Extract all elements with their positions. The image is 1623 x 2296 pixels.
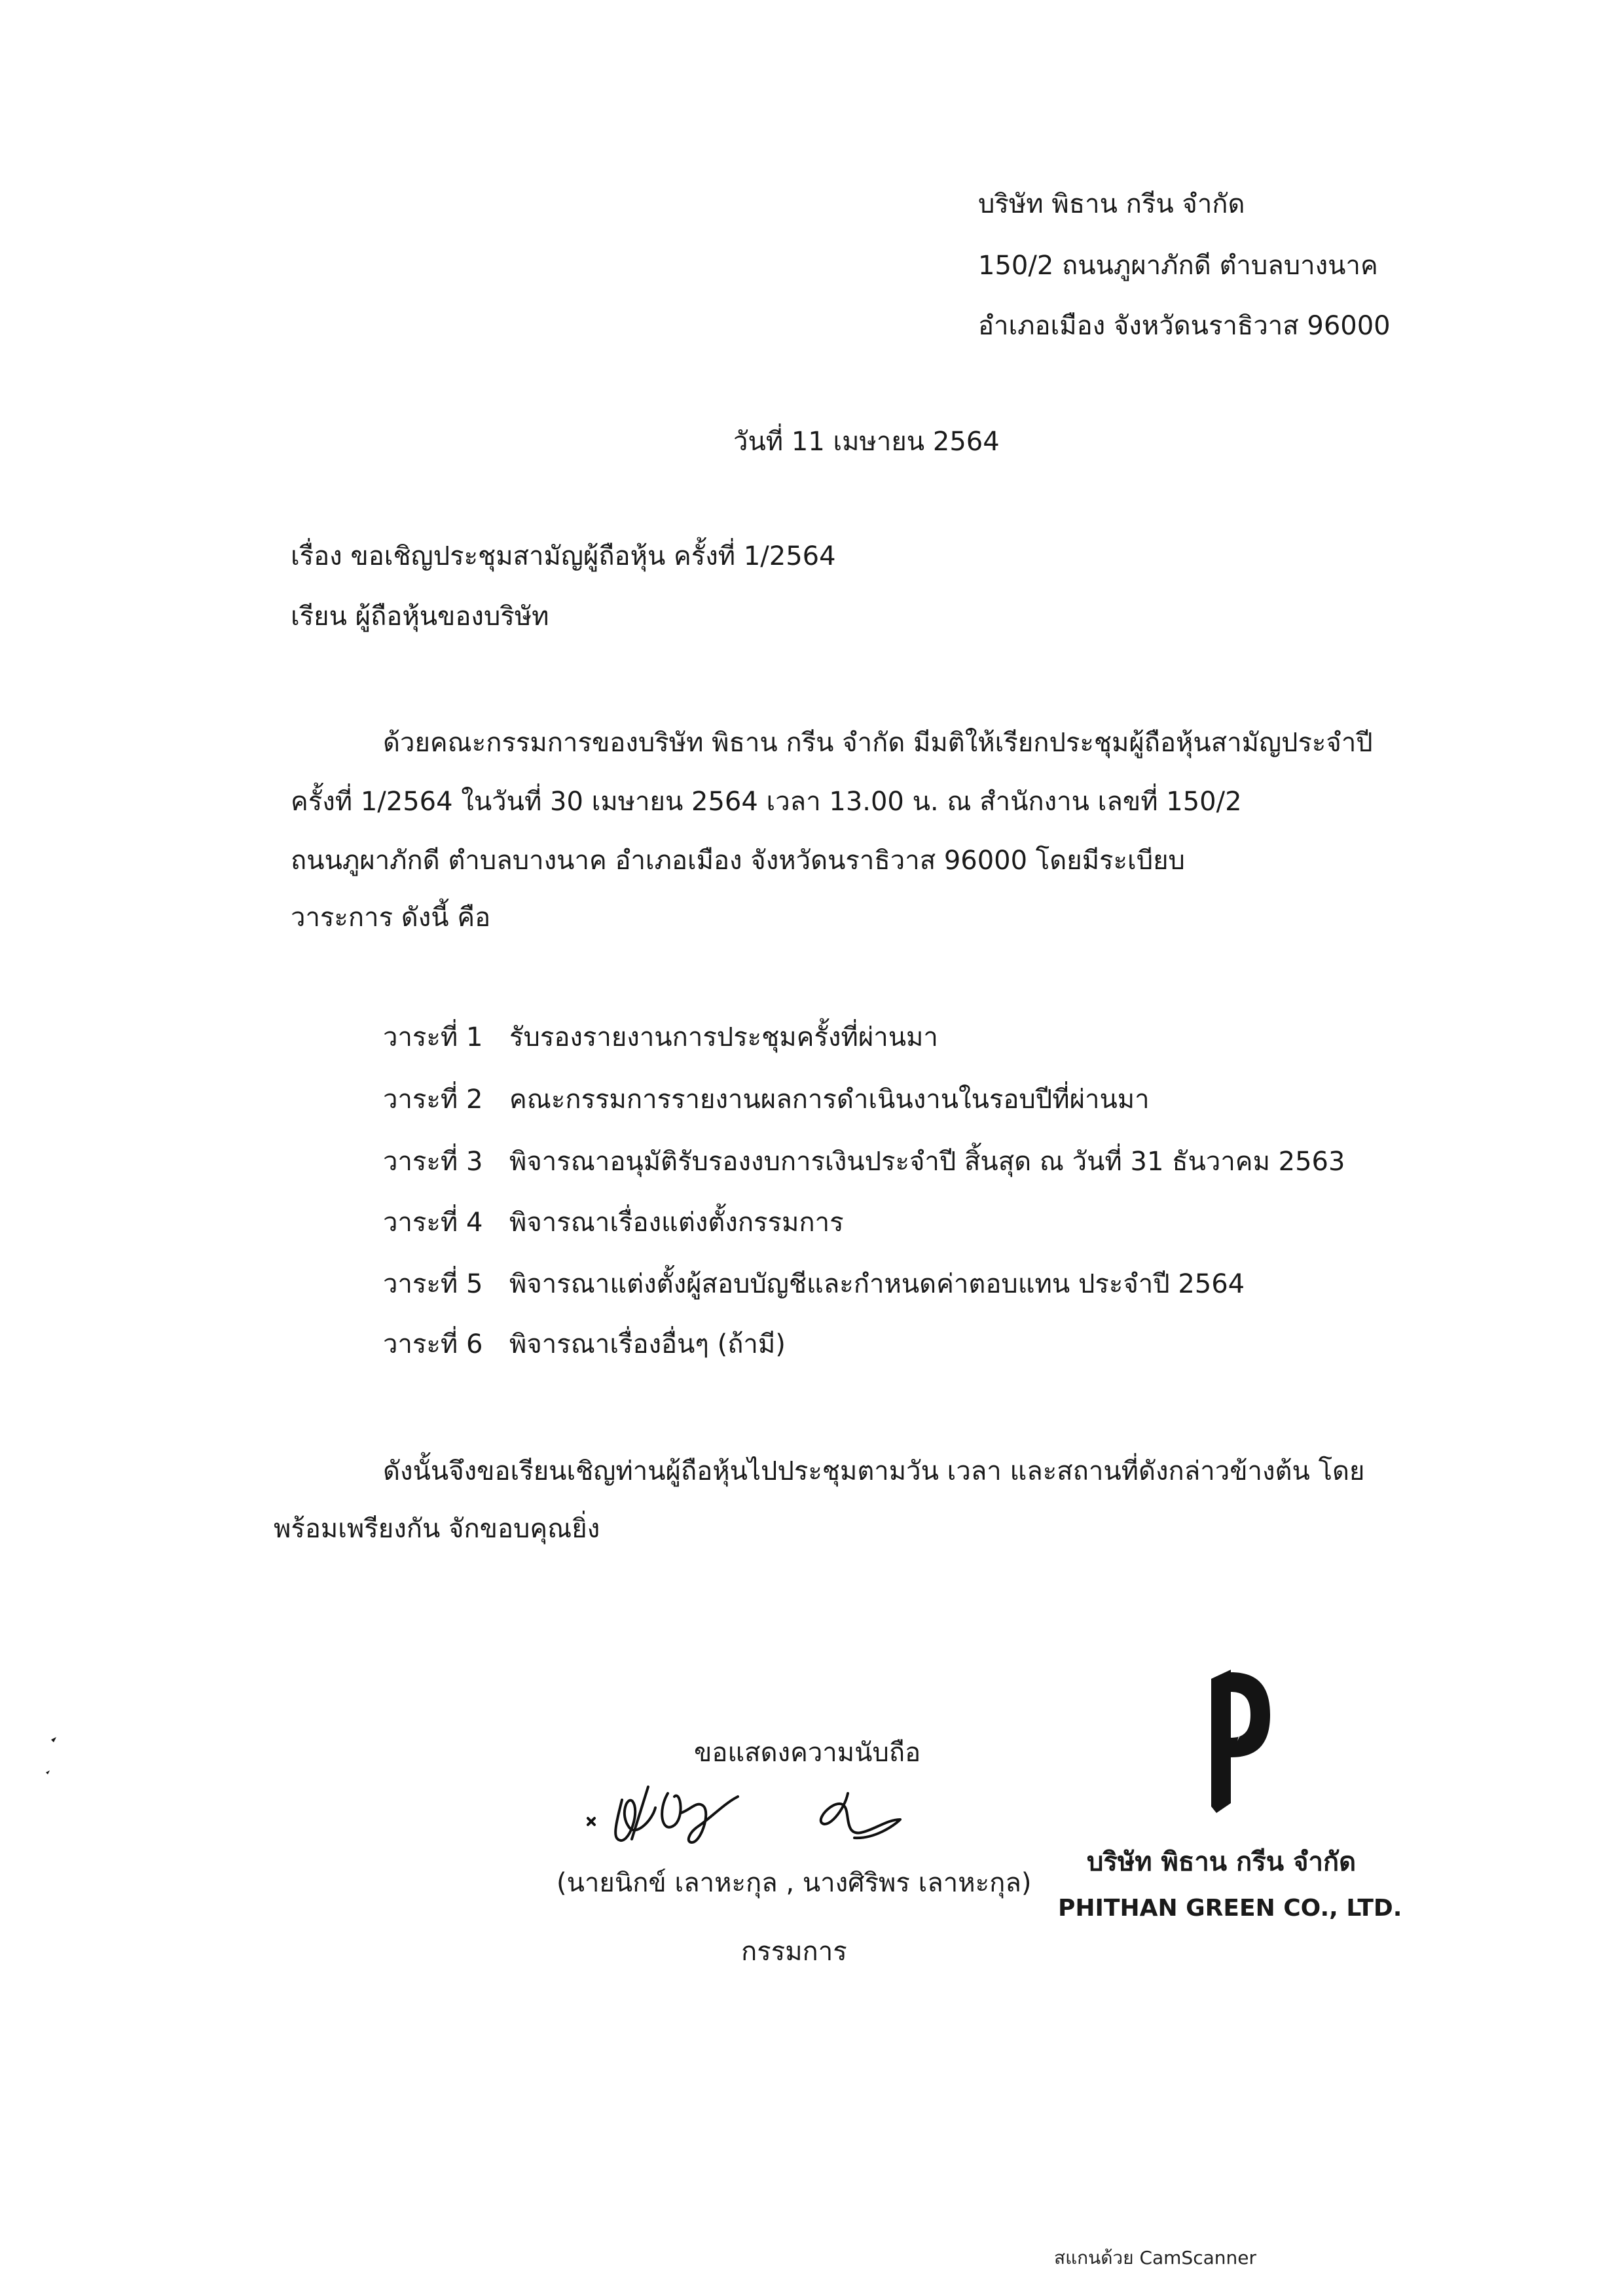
signatory-names: (นายนิกข์ เลาหะกุล , นางศิริพร เลาหะกุล) [556,1868,1032,1898]
body-line-2: ครั้งที่ 1/2564 ในวันที่ 30 เมษายน 2564 เวลา 13.00 น. ณ สำนักงาน เลขที่ 150/2 [291,787,1242,817]
stamp-thai-name: บริษัท พิธาน กรีน จำกัด [1087,1847,1357,1877]
agenda-item-label: วาระที่ 5 [383,1269,483,1299]
company-logo-icon [1205,1666,1277,1816]
agenda-item-text: พิจารณาเรื่องแต่งตั้งกรรมการ [509,1208,844,1238]
agenda-item-label: วาระที่ 3 [383,1147,483,1177]
signatory-title: กรรมการ [741,1937,847,1967]
agenda-item-label: วาระที่ 2 [383,1085,483,1115]
closing-line-2: พร้อมเพรียงกัน จักขอบคุณยิ่ง [274,1514,600,1544]
scanner-footer: สแกนด้วย CamScanner [1054,2247,1256,2269]
recipient-line: เรียน ผู้ถือหุ้นของบริษัท [291,601,549,632]
letter-date: วันที่ 11 เมษายน 2564 [733,427,1000,457]
agenda-item-text: คณะกรรมการรายงานผลการดำเนินงานในรอบปีที่ผ่านมา [509,1085,1150,1115]
body-line-1: ด้วยคณะกรรมการของบริษัท พิธาน กรีน จำกัด มีมติให้เรียกประชุมผู้ถือหุ้นสามัญประจำปี [383,728,1373,758]
agenda-item-label: วาระที่ 1 [383,1022,483,1052]
body-line-4: วาระการ ดังนี้ คือ [291,903,491,933]
company-name: บริษัท พิธาน กรีน จำกัด [978,189,1245,219]
agenda-item-text: พิจารณาอนุมัติรับรองงบการเงินประจำปี สิ้นสุด ณ วันที่ 31 ธันวาคม 2563 [509,1147,1345,1177]
subject-line: เรื่อง ขอเชิญประชุมสามัญผู้ถือหุ้น ครั้งที่ 1/2564 [291,541,836,571]
scan-speck [39,1734,65,1787]
closing-line-1: ดังนั้นจึงขอเรียนเชิญท่านผู้ถือหุ้นไปประชุมตามวัน เวลา และสถานที่ดังกล่าวข้างต้น โดย [383,1456,1365,1486]
address-line-1: 150/2 ถนนภูผาภักดี ตำบลบางนาค [978,251,1378,281]
address-line-2: อำเภอเมือง จังหวัดนราธิวาส 96000 [978,311,1391,341]
agenda-item-label: วาระที่ 6 [383,1329,483,1359]
body-line-3: ถนนภูผาภักดี ตำบลบางนาค อำเภอเมือง จังหวัดนราธิวาส 96000 โดยมีระเบียบ [291,846,1185,876]
agenda-item-text: พิจารณาแต่งตั้งผู้สอบบัญชีและกำหนดค่าตอบแทน ประจำปี 2564 [509,1269,1245,1299]
handwritten-signature [576,1767,943,1859]
agenda-item-text: รับรองรายงานการประชุมครั้งที่ผ่านมา [509,1022,938,1052]
agenda-item-label: วาระที่ 4 [383,1208,483,1238]
agenda-item-text: พิจารณาเรื่องอื่นๆ (ถ้ามี) [509,1329,786,1359]
stamp-english-name: PHITHAN GREEN CO., LTD. [1058,1895,1402,1922]
regards-text: ขอแสดงความนับถือ [694,1738,921,1768]
